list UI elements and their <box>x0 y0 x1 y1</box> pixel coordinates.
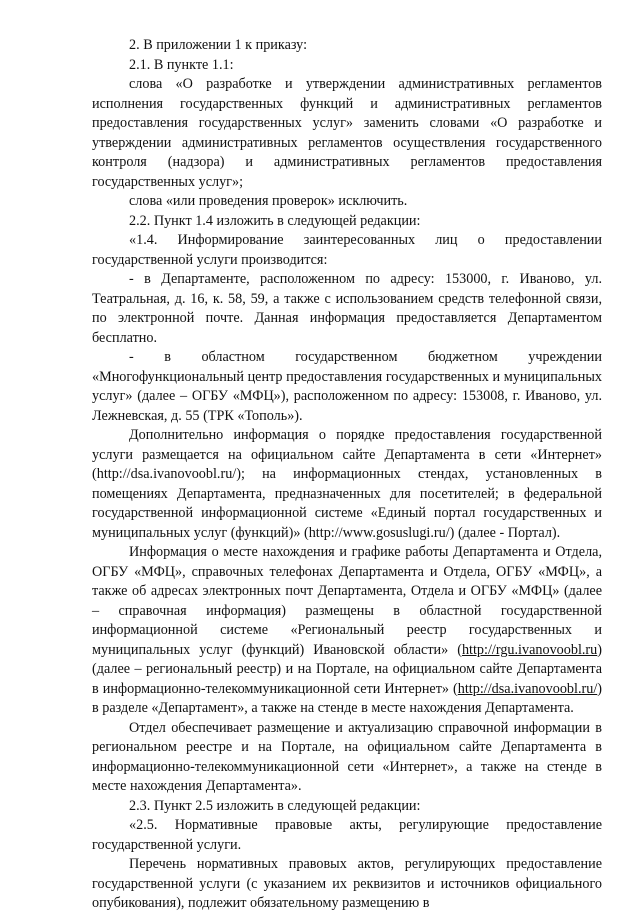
text-run: ) в разделе «Департамент», а также на стенде в месте нахождения Департамента. <box>92 680 602 716</box>
paragraph: 2.3. Пункт 2.5 изложить в следующей редакции: <box>129 797 421 814</box>
text-run: ) (далее – региональный реестр) и на Портале, на официальном сайте Департамента в информационно-телекоммуникационной сети Интернет» ( <box>92 641 602 697</box>
paragraph: - в областном государственном бюджетном учреждении «Многофункциональный центр предоставления государственных и муниципальных услуг» (далее – ОГБУ «МФЦ»), расположенном по адресу: 153008, г. Иваново, ул. Лежневская, д. 55 (ТРК «Тополь»). <box>92 349 602 424</box>
document-body <box>92 36 602 914</box>
paragraph: 2. В приложении 1 к приказу: <box>129 37 308 53</box>
text-run: Информация о месте нахождения и графике работы Департамента и Отдела, ОГБУ «МФЦ», справочных телефонах Департамента и Отдела, ОГБУ «МФЦ», а также об адресах электронных почт Департамента, Отдела и ОГБУ «МФЦ» (далее – справочная информация) размещены в областной государственной информационной системе «Региональный реестр государственных и муниципальных услуг (функций) Ивановской области» ( <box>92 544 602 658</box>
paragraph-with-links <box>92 543 602 719</box>
paragraph: «1.4. Информирование заинтересованных лиц о предоставлении государственной услуги производится: <box>92 232 602 268</box>
paragraph: слова «или проведения проверок» исключить. <box>129 193 408 209</box>
paragraph: слова «О разработке и утверждении административных регламентов исполнения государственных функций и административных регламентов предоставления государственных услуг» заменить словами «О разработке и утверждении административных регламентов осуществления государственного контроля (надзора) и административных регламентов предоставления государственных услуг»; <box>92 76 602 190</box>
rgu-link[interactable]: http://rgu.ivanovoobl.ru <box>461 641 598 658</box>
dsa-link[interactable]: http://dsa.ivanovoobl.ru/ <box>457 680 598 697</box>
paragraph: «2.5. Нормативные правовые акты, регулирующие предоставление государственной услуги. <box>92 817 602 853</box>
paragraph: 2.1. В пункте 1.1: <box>129 56 234 73</box>
paragraph: - в Департаменте, расположенном по адресу: 153000, г. Иваново, ул. Театральная, д. 16, к. 58, 59, а также с использованием средств телефонной связи, по электронной почте. Данная информация предоставляется Департаментом бесплатно. <box>92 271 602 346</box>
paragraph: Отдел обеспечивает размещение и актуализацию справочной информации в региональном реестре и на Портале, на официальном сайте Департамента в информационно-телекоммуникационной сети «Интернет», а также на стенде в месте нахождения Департамента». <box>92 719 602 794</box>
paragraph: 2.2. Пункт 1.4 изложить в следующей редакции: <box>129 212 421 229</box>
paragraph: Дополнительно информация о порядке предоставления государственной услуги размещается на официальном сайте Департамента в сети «Интернет» (http://dsa.ivanovoobl.ru/); на информационных стендах, установленных в помещениях Департамента, предназначенных для посетителей; в федеральной государственной информационной системе «Единый портал государственных и муниципальных услуг (функций)» (http://www.gosuslugi.ru/) (далее - Портал). <box>92 427 602 541</box>
paragraph: Перечень нормативных правовых актов, регулирующих предоставление государственной услуги (с указанием их реквизитов и источников официального опубикования), подлежит обязательному размещению в <box>92 856 602 911</box>
